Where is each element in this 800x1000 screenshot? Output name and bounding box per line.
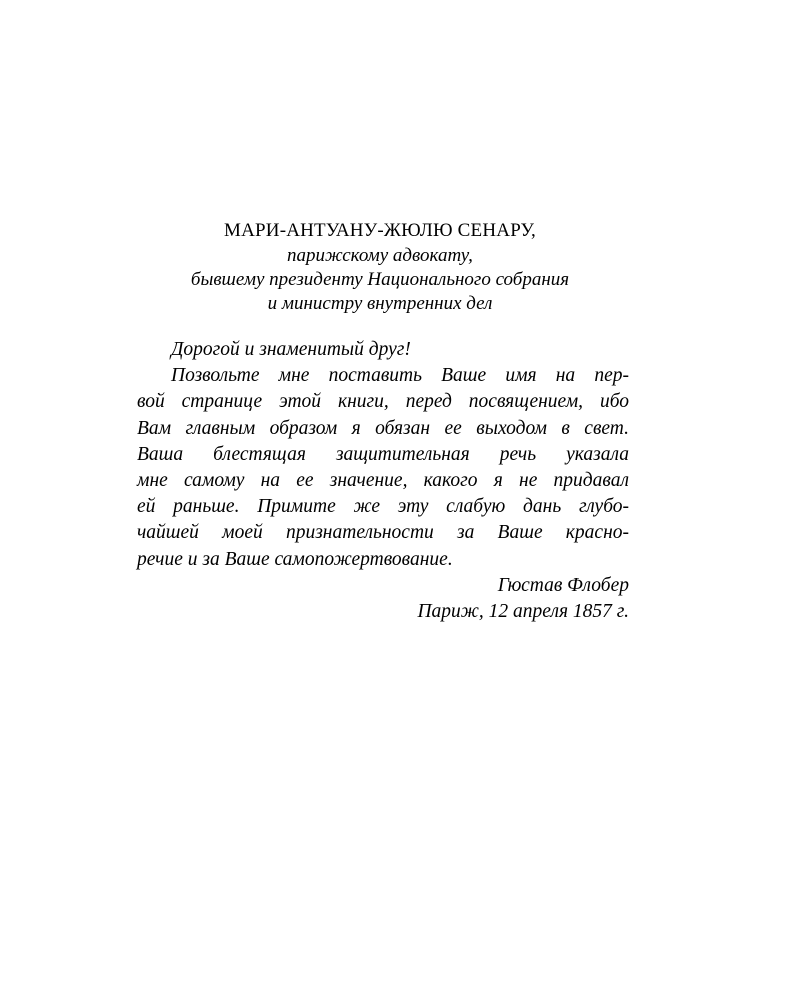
letter-line: чайшей моей признательности за Ваше красно- (137, 522, 629, 544)
dedication-block (130, 217, 630, 316)
letter-line: Позвольте мне поставить Ваше имя на пер- (171, 365, 629, 387)
signature-block (417, 573, 629, 625)
letter-line: речие и за Ваше самопожертвование. (137, 548, 453, 570)
letter-line: Вам главным образом я обязан ее выходом в свет. (137, 417, 629, 439)
dedication-role-president: бывшему президенту Национального собрания (190, 269, 570, 290)
letter-line: мне самому на ее значение, какого я не придавал (137, 470, 629, 492)
letter-line: ей раньше. Примите же эту слабую дань глубо- (137, 496, 629, 518)
dedication-recipient: МАРИ-АНТУАНУ-ЖЮЛЮ СЕНАРУ, (223, 220, 536, 241)
signature-author: Гюстав Флобер (497, 575, 629, 596)
letter-greeting: Дорогой и знаменитый друг! (171, 339, 411, 360)
dedication-role-minister: и министру внутренних дел (267, 293, 493, 314)
signature-place-date: Париж, 12 апреля 1857 г. (417, 601, 629, 622)
letter-line: Ваша блестящая защитительная речь указала (137, 443, 629, 465)
dedication-role-advocate: парижскому адвокату, (287, 245, 473, 266)
letter-text (137, 337, 629, 573)
letter-line: вой странице этой книги, перед посвящением, ибо (137, 391, 629, 413)
